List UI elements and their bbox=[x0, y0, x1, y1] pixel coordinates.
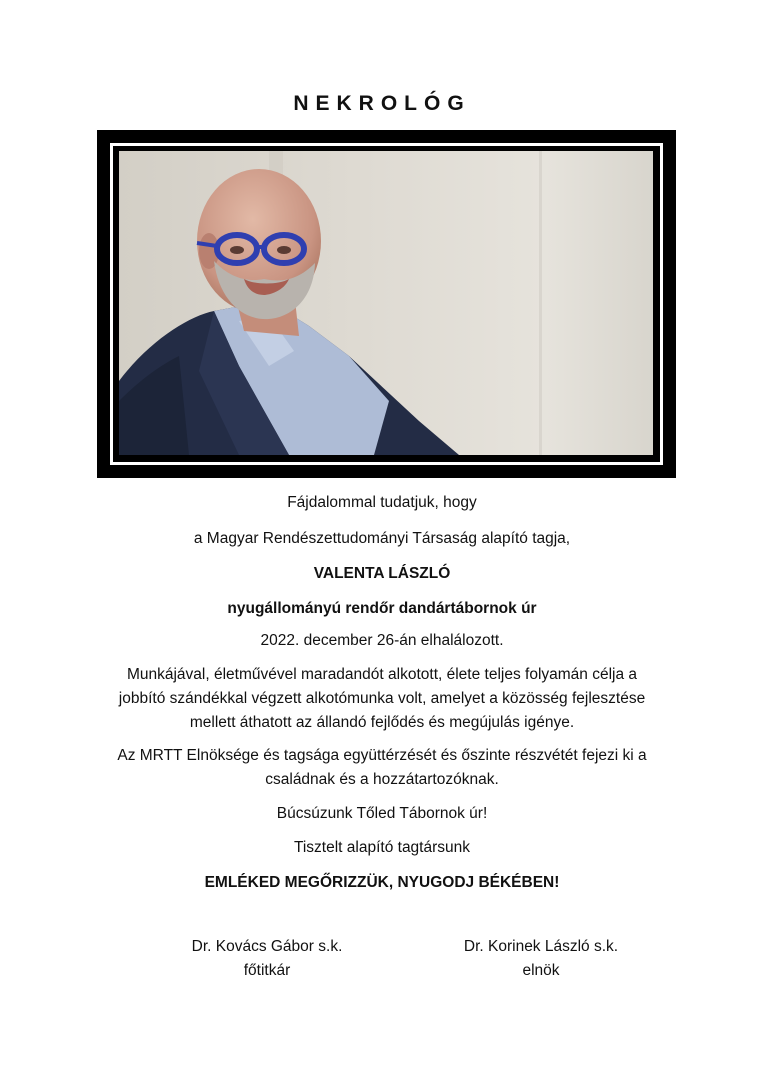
condolence-line-1: Az MRTT Elnöksége és tagsága együttérzését és őszinte részvétét fejezi ki a bbox=[117, 747, 647, 764]
deceased-name: VALENTA LÁSZLÓ bbox=[313, 565, 451, 582]
rank-line: nyugállományú rendőr dandártábornok úr bbox=[227, 600, 537, 617]
intro-line: Fájdalommal tudatjuk, hogy bbox=[287, 494, 477, 511]
farewell-line: Búcsúzunk Tőled Tábornok úr! bbox=[276, 805, 488, 822]
signature-president bbox=[411, 935, 671, 983]
signature-title: főtitkár bbox=[243, 962, 291, 979]
signature-title: elnök bbox=[522, 962, 560, 979]
tribute-line-2: jobbító szándékkal végzett alkotómunka volt, amelyet a közösség fejlesztése bbox=[118, 690, 646, 707]
date-line: 2022. december 26-án elhalálozott. bbox=[260, 632, 504, 649]
condolence-line-2: családnak és a hozzátartozóknak. bbox=[265, 771, 499, 788]
tribute-line-3: mellett áthatott az állandó fejlődés és megújulás igénye. bbox=[189, 714, 575, 731]
tribute-paragraph bbox=[80, 663, 684, 735]
condolence-paragraph bbox=[80, 744, 684, 792]
signature-name: Dr. Kovács Gábor s.k. bbox=[191, 938, 343, 955]
portrait-photo bbox=[119, 151, 653, 455]
address-line: Tisztelt alapító tagtársunk bbox=[293, 839, 471, 856]
society-line: a Magyar Rendészettudományi Társaság alapító tagja, bbox=[193, 530, 571, 547]
tribute-line-1: Munkájával, életművével maradandót alkotott, élete teljes folyamán célja a bbox=[126, 666, 638, 683]
closing-line: EMLÉKED MEGŐRIZZÜK, NYUGODJ BÉKÉBEN! bbox=[204, 874, 560, 891]
page-title: NEKROLÓG bbox=[293, 92, 471, 115]
signature-secretary bbox=[137, 935, 397, 983]
signature-name: Dr. Korinek László s.k. bbox=[463, 938, 619, 955]
